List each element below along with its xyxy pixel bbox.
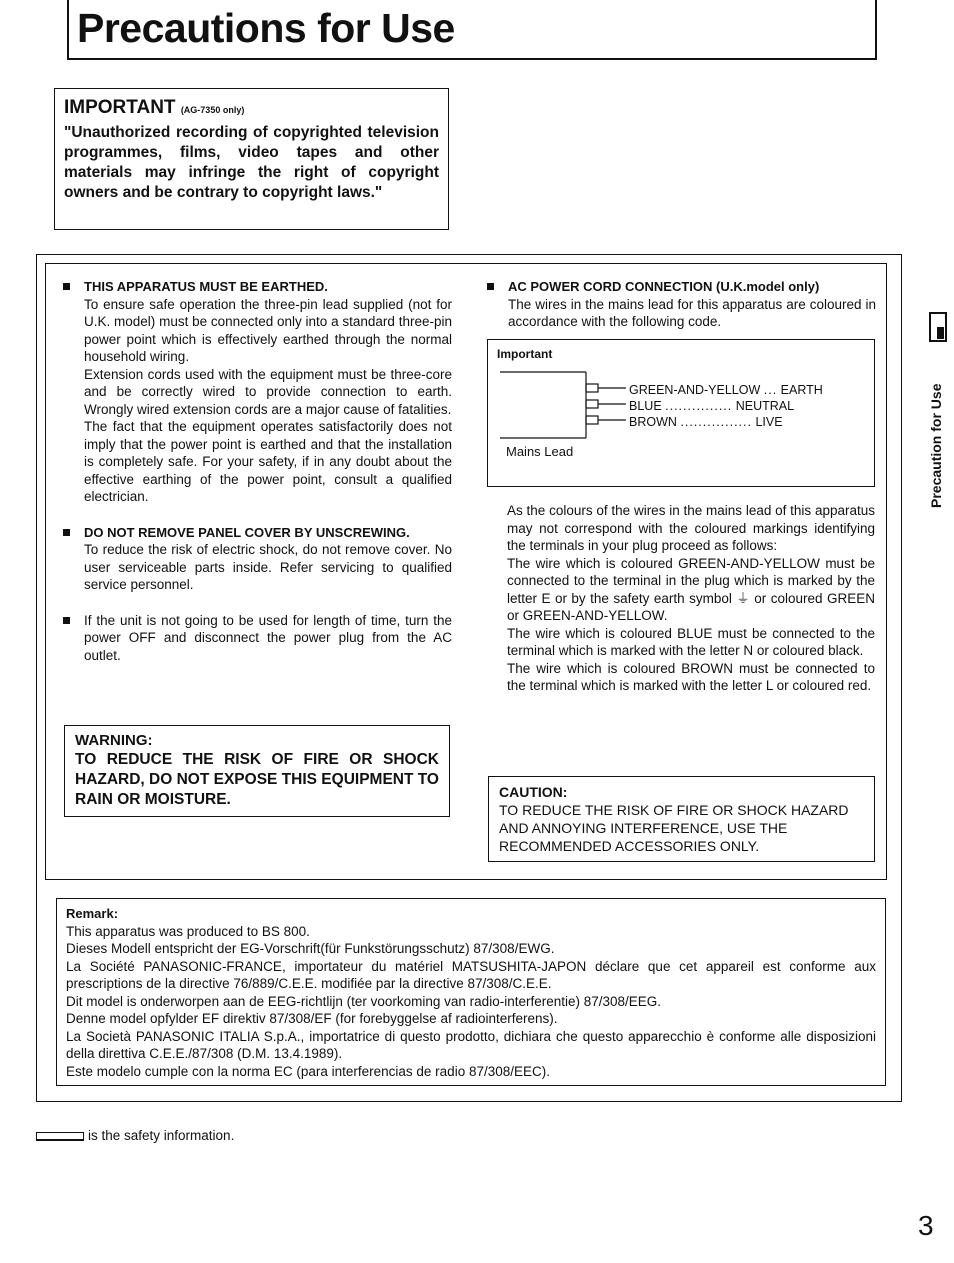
- wire-terminal: EARTH: [780, 383, 823, 397]
- footnote-text: is the safety information.: [88, 1128, 235, 1143]
- earthed-p2: Extension cords used with the equipment must be three-core and be correctly wired to provide connection to earth. Wrongly wired extension cords are a major cause of fatalities.: [84, 366, 452, 417]
- wire-green-yellow: [629, 383, 843, 397]
- bullet-icon: [63, 283, 70, 290]
- wire-terminal: LIVE: [755, 415, 783, 429]
- wire-dots: ...: [763, 383, 778, 397]
- earthed-body: [62, 296, 452, 506]
- bullet-icon: [63, 617, 70, 624]
- cover-section: [62, 524, 452, 594]
- important-notice: [54, 88, 449, 230]
- power-cord-heading-text: AC POWER CORD CONNECTION (U.K.model only): [508, 279, 820, 294]
- wire-dots: ...............: [665, 399, 733, 413]
- unused-text: If the unit is not going to be used for length of time, turn the power OFF and disconnect the power plug from the AC outlet.: [84, 612, 452, 663]
- remark-line: This apparatus was produced to BS 800.: [66, 923, 310, 939]
- copyright-notice: "Unauthorized recording of copyrighted television programmes, films, video tapes and other materials may infringe the right of copyright owners and be contrary to copyright laws.": [64, 124, 439, 201]
- mains-plug-diagram: [488, 340, 648, 450]
- warning-text: TO REDUCE THE RISK OF FIRE OR SHOCK HAZARD, DO NOT EXPOSE THIS EQUIPMENT TO RAIN OR MOISTURE.: [75, 751, 439, 808]
- safety-footnote: [36, 1128, 234, 1143]
- wiring-p4: The wire which is coloured BROWN must be connected to the terminal which is marked with the letter L or coloured red.: [507, 660, 875, 693]
- remark-heading: Remark:: [66, 906, 119, 921]
- earthed-section: [62, 278, 452, 506]
- remark-line: La Società PANASONIC ITALIA S.p.A., importatrice di questo prodotto, dichiara che questo apparecchio è conforme alle disposizioni della direttiva C.E.E./87/308 (D.M. 13.4.1989).: [66, 1028, 876, 1061]
- cover-heading: [62, 524, 452, 542]
- section-tab: [926, 308, 952, 508]
- wire-color: BROWN: [629, 415, 677, 429]
- earthed-heading: [62, 278, 452, 296]
- left-column: [62, 278, 452, 664]
- section-tab-icon: [929, 312, 947, 342]
- remark-line: Dieses Modell entspricht der EG-Vorschrift(für Funkstörungsschutz) 87/308/EWG.: [66, 941, 555, 956]
- unused-note: [62, 612, 452, 665]
- power-cord-heading: [486, 278, 876, 296]
- page-title: Precautions for Use: [77, 5, 455, 51]
- model-note: (AG-7350 only): [180, 105, 245, 115]
- caution-box: [488, 776, 875, 862]
- wiring-p2: The wire which is coloured GREEN-AND-YELLOW must be connected to the terminal in the plug which is marked by the letter E or by the safety earth symbol ⏚ or coloured GREEN or GREEN-AND-YELLOW.: [507, 555, 875, 623]
- earthed-heading-text: THIS APPARATUS MUST BE EARTHED.: [84, 279, 328, 294]
- remark-box: [56, 898, 886, 1086]
- wire-terminal: NEUTRAL: [735, 399, 795, 413]
- wire-color: GREEN-AND-YELLOW: [629, 383, 761, 397]
- bullet-icon: [487, 283, 494, 290]
- wire-color: BLUE: [629, 399, 662, 413]
- page-number: 3: [918, 1210, 934, 1241]
- wire-blue: [629, 399, 843, 413]
- right-column: [486, 278, 876, 331]
- diagram-label: Important: [497, 347, 553, 361]
- warning-box: [64, 725, 450, 817]
- title-frame: [67, 0, 877, 60]
- earthed-p3: The fact that the equipment operates satisfactorily does not imply that the power point is earthed and that the installation is completely safe. For your safety, if in any doubt about the effective earthing of the power point, consult a qualified electrician.: [84, 419, 452, 504]
- mains-lead-diagram: [487, 339, 875, 487]
- mains-lead-label: Mains Lead: [506, 444, 574, 459]
- important-heading: [64, 97, 439, 121]
- wiring-p3: The wire which is coloured BLUE must be connected to the terminal which is marked with the letter N or coloured black.: [507, 625, 875, 658]
- bullet-icon: [63, 529, 70, 536]
- wiring-instructions: [507, 502, 875, 695]
- earthed-p1: To ensure safe operation the three-pin lead supplied (not for U.K. model) must be connected only into a standard three-pin power point which is effectively earthed through the normal household wiring.: [84, 296, 452, 364]
- remark-line: Este modelo cumple con la norma EC (para interferencias de radio 87/308/EEC).: [66, 1063, 550, 1079]
- caution-heading: CAUTION:: [499, 784, 568, 800]
- caution-text: TO REDUCE THE RISK OF FIRE OR SHOCK HAZARD AND ANNOYING INTERFERENCE, USE THE RECOMMENDED ACCESSORIES ONLY.: [499, 802, 849, 854]
- remark-line: Dit model is onderworpen aan de EEG-richtlijn (ter voorkoming van radio-interferentie) 87/308/EEG.: [66, 993, 662, 1009]
- remark-line: La Société PANASONIC-FRANCE, importateur du matériel MATSUSHITA-JAPON déclare que cet appareil est conforme aux prescriptions de la directive 76/889/C.E.E. modifiée par la directive 87/308/C.E.E.: [66, 958, 876, 991]
- wire-dots: ................: [680, 415, 752, 429]
- power-cord-intro: The wires in the mains lead for this apparatus are coloured in accordance with the following code.: [508, 296, 876, 329]
- wiring-p1: As the colours of the wires in the mains lead of this apparatus may not correspond with the coloured markings identifying the terminals in your plug proceed as follows:: [507, 503, 875, 553]
- safety-box-icon: [36, 1132, 84, 1141]
- remark-line: Denne model opfylder EF direktiv 87/308/EF (for forebyggelse af radiointerferens).: [66, 1011, 558, 1026]
- warning-heading: WARNING:: [75, 732, 153, 749]
- cover-heading-text: DO NOT REMOVE PANEL COVER BY UNSCREWING.: [84, 524, 410, 540]
- wire-brown: [629, 415, 843, 429]
- section-tab-label: Precaution for Use: [928, 383, 944, 508]
- important-label: IMPORTANT: [64, 97, 176, 118]
- cover-body: To reduce the risk of electric shock, do not remove cover. No user serviceable parts inside. Refer servicing to qualified service personnel.: [84, 542, 452, 592]
